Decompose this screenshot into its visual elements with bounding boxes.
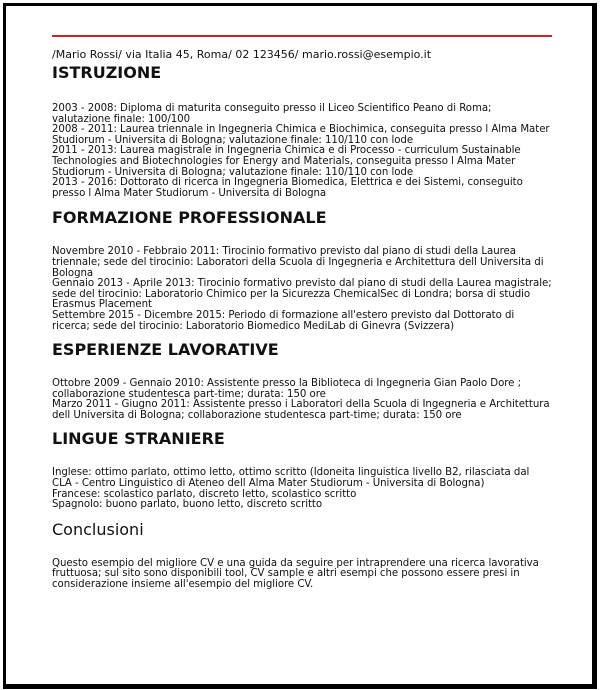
cv-body [52, 62, 552, 591]
lingue-entry: Spagnolo: buono parlato, buono letto, discreto scritto [52, 499, 323, 511]
istruzione-entry: 2003 - 2008: Diploma di maturita conseguito presso il Liceo Scientifico Peano di Roma; valutazione finale: 100/100 [52, 103, 492, 125]
section-title-lingue: LINGUE STRANIERE [52, 429, 225, 449]
formazione-entries [52, 247, 552, 332]
esperienze-entries [52, 379, 552, 421]
header-divider [52, 35, 552, 37]
formazione-entry: Gennaio 2013 - Aprile 2013: Tirocinio formativo previsto dal piano di studi della Laurea magistrale; sede del tirocinio: Laboratorio Chimico per la Sicurezza ChemicalSec di Londra; borsa di studio Erasmus Placement [52, 278, 552, 311]
section-lingue [52, 428, 552, 510]
esperienze-entry: Ottobre 2009 - Gennaio 2010: Assistente presso la Biblioteca di Ingegneria Gian Paolo Dore ; collaborazione studentesca part-time; durata: 150 ore [52, 378, 521, 400]
lingue-entry: Inglese: ottimo parlato, ottimo letto, ottimo scritto (Idoneita linguistica livello B2, rilasciata dal CLA - Centro Linguistico di Ateneo dell Alma Mater Studiorum - Universita di Bologna) [52, 467, 530, 490]
section-title-formazione: FORMAZIONE PROFESSIONALE [52, 208, 327, 228]
conclusioni-text: Questo esempio del migliore CV e una guida da seguire per intraprendere una ricerca lavorativa fruttuosa; sul sito sono disponibili tool, CV sample e altri esempi che possono essere presi in considerazione insieme all'esempio del migliore CV. [52, 557, 539, 591]
section-title-istruzione: ISTRUZIONE [52, 63, 162, 82]
formazione-entry: Settembre 2015 - Dicembre 2015: Periodo di formazione all'estero previsto dal Dottorato di ricerca; sede del tirocinio: Laboratorio Biomedico MediLab di Ginevra (Svizzera) [52, 309, 515, 332]
section-esperienze [52, 339, 552, 421]
istruzione-entries [52, 104, 552, 199]
contact-line: /Mario Rossi/ via Italia 45, Roma/ 02 123456/ mario.rossi@esempio.it [52, 48, 432, 61]
section-conclusioni [52, 519, 552, 591]
conclusioni-entries [52, 559, 552, 591]
section-istruzione [52, 62, 552, 199]
formazione-entry: Novembre 2010 - Febbraio 2011: Tirocinio formativo previsto dal piano di studi della Laurea triennale; sede del tirocinio: Laboratori della Scuola di Ingegneria e Architettura dell Universita di Bologna [52, 246, 544, 279]
section-formazione [52, 207, 552, 332]
section-title-conclusioni: Conclusioni [52, 519, 144, 539]
lingue-entry: Francese: scolastico parlato, discreto letto, scolastico scritto [52, 488, 357, 500]
section-title-esperienze: ESPERIENZE LAVORATIVE [52, 340, 279, 360]
istruzione-entry: 2011 - 2013: Laurea magistrale in Ingegneria Chimica e di Processo - curriculum Sustainable Technologies and Biotechnologies for Energy and Materials, conseguita presso l Alma Mater Studiorum - Universita di Bologna; valutazione finale: 110/110 con lode [52, 145, 521, 178]
esperienze-entry: Marzo 2011 - Giugno 2011: Assistente presso i Laboratori della Scuola di Ingegneria e Architettura dell Universita di Bologna; collaborazione studentesca part-time; durata: 150 ore [52, 399, 550, 421]
istruzione-entry: 2008 - 2011: Laurea triennale in Ingegneria Chimica e Biochimica, conseguita presso l Alma Mater Studiorum - Universita di Bologna; valutazione finale: 110/110 con lode [52, 124, 550, 146]
lingue-entries [52, 468, 552, 510]
istruzione-entry: 2013 - 2016: Dottorato di ricerca in Ingegneria Biomedica, Elettrica e dei Sistemi, conseguito presso l Alma Mater Studiorum - Universita di Bologna [52, 177, 523, 199]
